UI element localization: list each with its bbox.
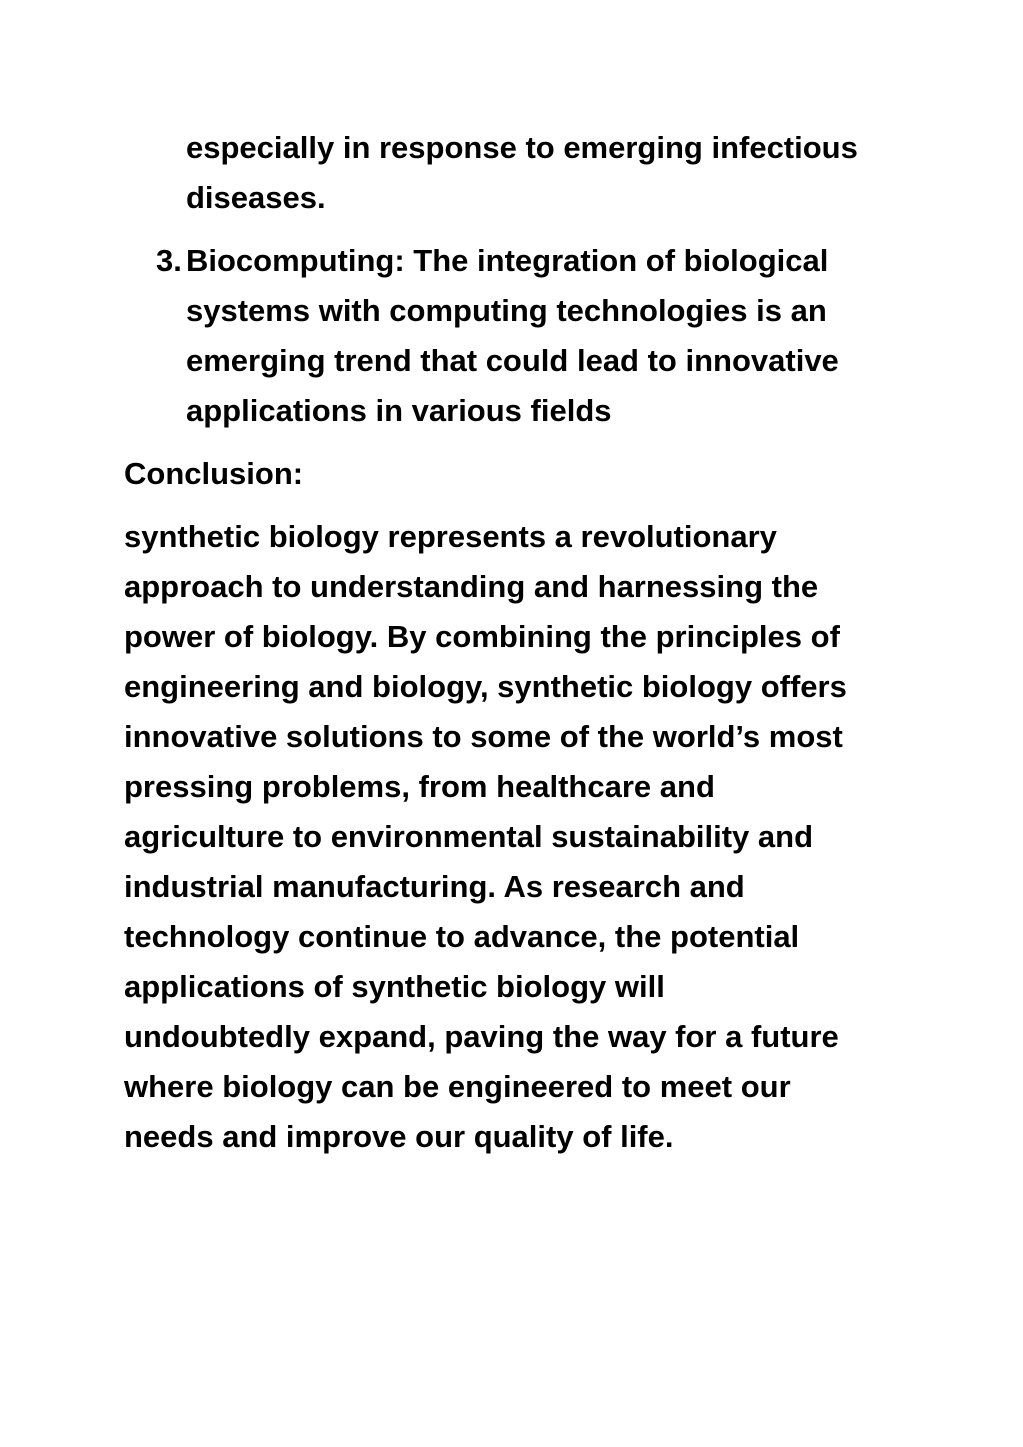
- paragraph-line: engineering and biology, synthetic biology offers: [124, 669, 847, 704]
- paragraph-line: synthetic biology represents a revolutionary: [124, 519, 777, 554]
- conclusion-heading: Conclusion:: [124, 456, 304, 491]
- list-item-line: Biocomputing: The integration of biological: [186, 243, 829, 278]
- paragraph-line: pressing problems, from healthcare and: [124, 769, 715, 804]
- paragraph-line: approach to understanding and harnessing the: [124, 569, 819, 604]
- list-item-continuation-line: especially in response to emerging infectious: [186, 130, 858, 165]
- paragraph-line: where biology can be engineered to meet our: [124, 1069, 791, 1104]
- paragraph-line: industrial manufacturing. As research and: [124, 869, 745, 904]
- paragraph-line: innovative solutions to some of the world’s most: [124, 719, 843, 754]
- list-item-number: 3.: [156, 243, 182, 278]
- paragraph-line: needs and improve our quality of life.: [124, 1119, 674, 1154]
- list-item-line: applications in various fields: [186, 393, 612, 428]
- paragraph-line: undoubtedly expand, paving the way for a future: [124, 1019, 839, 1054]
- list-item-line: emerging trend that could lead to innovative: [186, 343, 839, 378]
- paragraph-line: agriculture to environmental sustainability and: [124, 819, 814, 854]
- list-item-line: systems with computing technologies is an: [186, 293, 827, 328]
- paragraph-line: technology continue to advance, the potential: [124, 919, 800, 954]
- paragraph-line: applications of synthetic biology will: [124, 969, 665, 1004]
- paragraph-line: power of biology. By combining the principles of: [124, 619, 840, 654]
- list-item-continuation-line: diseases.: [186, 180, 326, 215]
